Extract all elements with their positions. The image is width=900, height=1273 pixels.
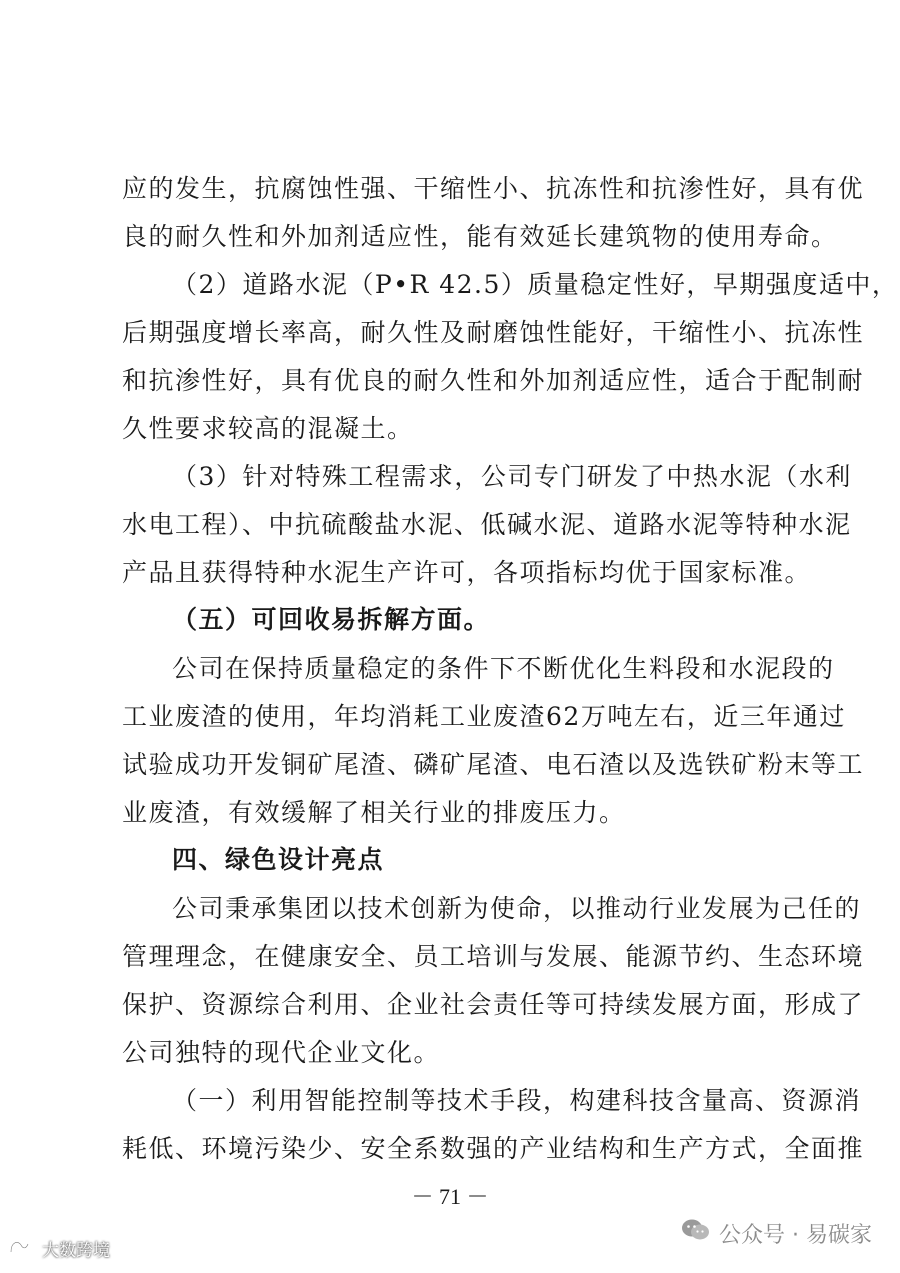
- text-line: 管理理念，在健康安全、员工培训与发展、能源节约、生态环境: [122, 942, 865, 971]
- wechat-account-label: 公众号 · 易碳家: [719, 1222, 872, 1248]
- text-line: 试验成功开发铜矿尾渣、磷矿尾渣、电石渣以及选铁矿粉末等工: [122, 750, 865, 779]
- chapter-heading: 四、绿色设计亮点: [172, 845, 385, 874]
- brand-logo-icon: [8, 1236, 38, 1261]
- text-line: 久性要求较高的混凝土。: [122, 414, 414, 443]
- text-line: （3）针对特殊工程需求，公司专门研发了中热水泥（水利: [172, 462, 852, 491]
- text-line: 和抗渗性好，具有优良的耐久性和外加剂适应性，适合于配制耐: [122, 366, 865, 395]
- text-line: 良的耐久性和外加剂适应性，能有效延长建筑物的使用寿命。: [122, 222, 838, 251]
- corner-watermark-label: 大数跨境: [42, 1241, 110, 1261]
- text-line: 后期强度增长率高，耐久性及耐磨蚀性能好，干缩性小、抗冻性: [122, 318, 865, 347]
- text-line: （2）道路水泥（P•R 42.5）质量稳定性好，早期强度适中，: [172, 270, 899, 299]
- wechat-icon: [681, 1217, 711, 1249]
- section-heading: （五）可回收易拆解方面。: [172, 605, 491, 634]
- text-line: 公司在保持质量稳定的条件下不断优化生料段和水泥段的: [172, 654, 835, 683]
- text-line: 公司独特的现代企业文化。: [122, 1038, 441, 1067]
- text-line: 产品且获得特种水泥生产许可，各项指标均优于国家标准。: [122, 558, 812, 587]
- text-line: 耗低、环境污染少、安全系数强的产业结构和生产方式，全面推: [122, 1134, 865, 1163]
- text-line: 工业废渣的使用，年均消耗工业废渣62万吨左右，近三年通过: [122, 702, 846, 731]
- text-line: 保护、资源综合利用、企业社会责任等可持续发展方面，形成了: [122, 990, 865, 1019]
- text-line: （一）利用智能控制等技术手段，构建科技含量高、资源消: [172, 1086, 862, 1115]
- text-line: 公司秉承集团以技术创新为使命，以推动行业发展为己任的: [172, 894, 862, 923]
- text-line: 业废渣，有效缓解了相关行业的排废压力。: [122, 798, 626, 827]
- corner-watermark: [8, 1236, 110, 1261]
- text-line: 水电工程）、中抗硫酸盐水泥、低碱水泥、道路水泥等特种水泥: [122, 510, 852, 539]
- page-number: － 71 －: [411, 1184, 489, 1209]
- wechat-watermark: [681, 1217, 872, 1249]
- text-line: 应的发生，抗腐蚀性强、干缩性小、抗冻性和抗渗性好，具有优: [122, 174, 865, 203]
